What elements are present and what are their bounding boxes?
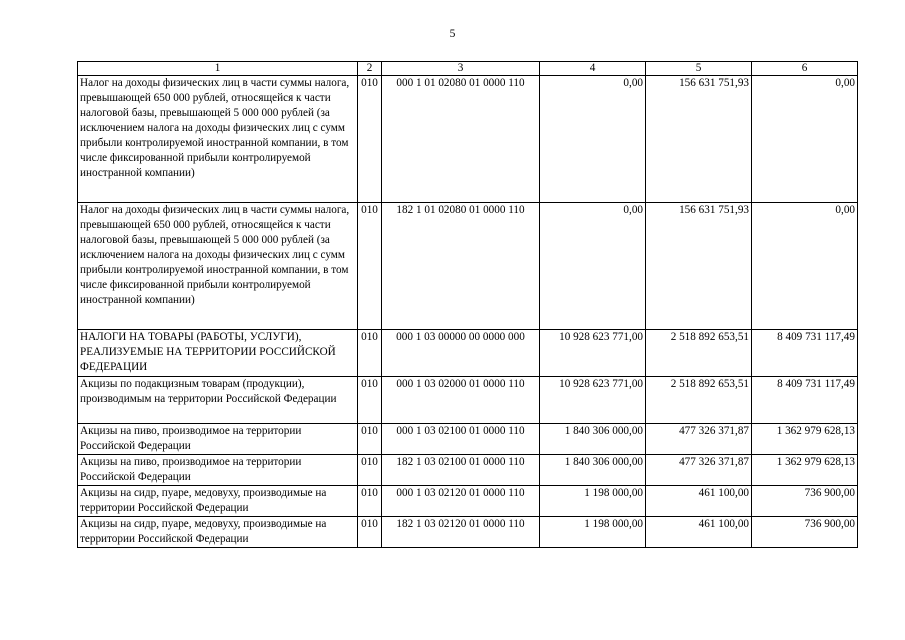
page-number: 5 (449, 28, 456, 40)
line-code: 010 (358, 486, 382, 517)
indicator-name: Акцизы на сидр, пуаре, медовуху, производимые на территории Российской Федерации (78, 486, 358, 517)
indicator-name: Акцизы по подакцизным товарам (продукции), производимым на территории Российской Федерации (78, 377, 358, 424)
indicator-name: Акцизы на сидр, пуаре, медовуху, производимые на территории Российской Федерации (78, 517, 358, 548)
budget-classification-code: 182 1 03 02100 01 0000 110 (382, 455, 540, 486)
table-row (78, 517, 858, 548)
line-code: 010 (358, 517, 382, 548)
column-header: 4 (540, 62, 646, 76)
column-header: 5 (646, 62, 752, 76)
executed-amount: 156 631 751,93 (646, 76, 752, 203)
approved-amount: 0,00 (540, 76, 646, 203)
column-header: 1 (78, 62, 358, 76)
indicator-name: Налог на доходы физических лиц в части суммы налога, превышающей 650 000 рублей, относящейся к части налоговой базы, превышающей 5 000 000 рублей (за исключением налога на доходы физических лиц с сумм прибыли контролируемой иностранной компании, в том числе фиксированной прибыли контролируемой иностранной компании) (78, 76, 358, 203)
budget-classification-code: 000 1 03 02120 01 0000 110 (382, 486, 540, 517)
table-header-row (78, 62, 858, 76)
budget-classification-code: 000 1 03 00000 00 0000 000 (382, 330, 540, 377)
budget-classification-code: 000 1 01 02080 01 0000 110 (382, 76, 540, 203)
approved-amount: 10 928 623 771,00 (540, 330, 646, 377)
line-code: 010 (358, 76, 382, 203)
unexecuted-amount: 1 362 979 628,13 (752, 424, 858, 455)
column-header: 6 (752, 62, 858, 76)
budget-table (77, 61, 858, 548)
executed-amount: 156 631 751,93 (646, 203, 752, 330)
unexecuted-amount: 736 900,00 (752, 486, 858, 517)
table-row (78, 486, 858, 517)
approved-amount: 1 198 000,00 (540, 486, 646, 517)
approved-amount: 1 840 306 000,00 (540, 455, 646, 486)
unexecuted-amount: 0,00 (752, 76, 858, 203)
budget-classification-code: 182 1 01 02080 01 0000 110 (382, 203, 540, 330)
line-code: 010 (358, 203, 382, 330)
executed-amount: 461 100,00 (646, 486, 752, 517)
table-row (78, 76, 858, 203)
unexecuted-amount: 736 900,00 (752, 517, 858, 548)
approved-amount: 1 840 306 000,00 (540, 424, 646, 455)
unexecuted-amount: 8 409 731 117,49 (752, 330, 858, 377)
approved-amount: 10 928 623 771,00 (540, 377, 646, 424)
table-row (78, 424, 858, 455)
indicator-name: Акцизы на пиво, производимое на территории Российской Федерации (78, 424, 358, 455)
executed-amount: 2 518 892 653,51 (646, 330, 752, 377)
executed-amount: 477 326 371,87 (646, 424, 752, 455)
budget-classification-code: 182 1 03 02120 01 0000 110 (382, 517, 540, 548)
column-header: 2 (358, 62, 382, 76)
unexecuted-amount: 0,00 (752, 203, 858, 330)
table-row (78, 455, 858, 486)
unexecuted-amount: 8 409 731 117,49 (752, 377, 858, 424)
table-row (78, 330, 858, 377)
executed-amount: 477 326 371,87 (646, 455, 752, 486)
indicator-name: Налог на доходы физических лиц в части суммы налога, превышающей 650 000 рублей, относящейся к части налоговой базы, превышающей 5 000 000 рублей (за исключением налога на доходы физических лиц с сумм прибыли контролируемой иностранной компании, в том числе фиксированной прибыли контролируемой иностранной компании) (78, 203, 358, 330)
approved-amount: 1 198 000,00 (540, 517, 646, 548)
budget-classification-code: 000 1 03 02100 01 0000 110 (382, 424, 540, 455)
table-row (78, 203, 858, 330)
approved-amount: 0,00 (540, 203, 646, 330)
executed-amount: 461 100,00 (646, 517, 752, 548)
column-header: 3 (382, 62, 540, 76)
line-code: 010 (358, 424, 382, 455)
line-code: 010 (358, 455, 382, 486)
executed-amount: 2 518 892 653,51 (646, 377, 752, 424)
indicator-name: НАЛОГИ НА ТОВАРЫ (РАБОТЫ, УСЛУГИ), РЕАЛИЗУЕМЫЕ НА ТЕРРИТОРИИ РОССИЙСКОЙ ФЕДЕРАЦИИ (78, 330, 358, 377)
budget-classification-code: 000 1 03 02000 01 0000 110 (382, 377, 540, 424)
unexecuted-amount: 1 362 979 628,13 (752, 455, 858, 486)
line-code: 010 (358, 377, 382, 424)
line-code: 010 (358, 330, 382, 377)
table-row (78, 377, 858, 424)
indicator-name: Акцизы на пиво, производимое на территории Российской Федерации (78, 455, 358, 486)
